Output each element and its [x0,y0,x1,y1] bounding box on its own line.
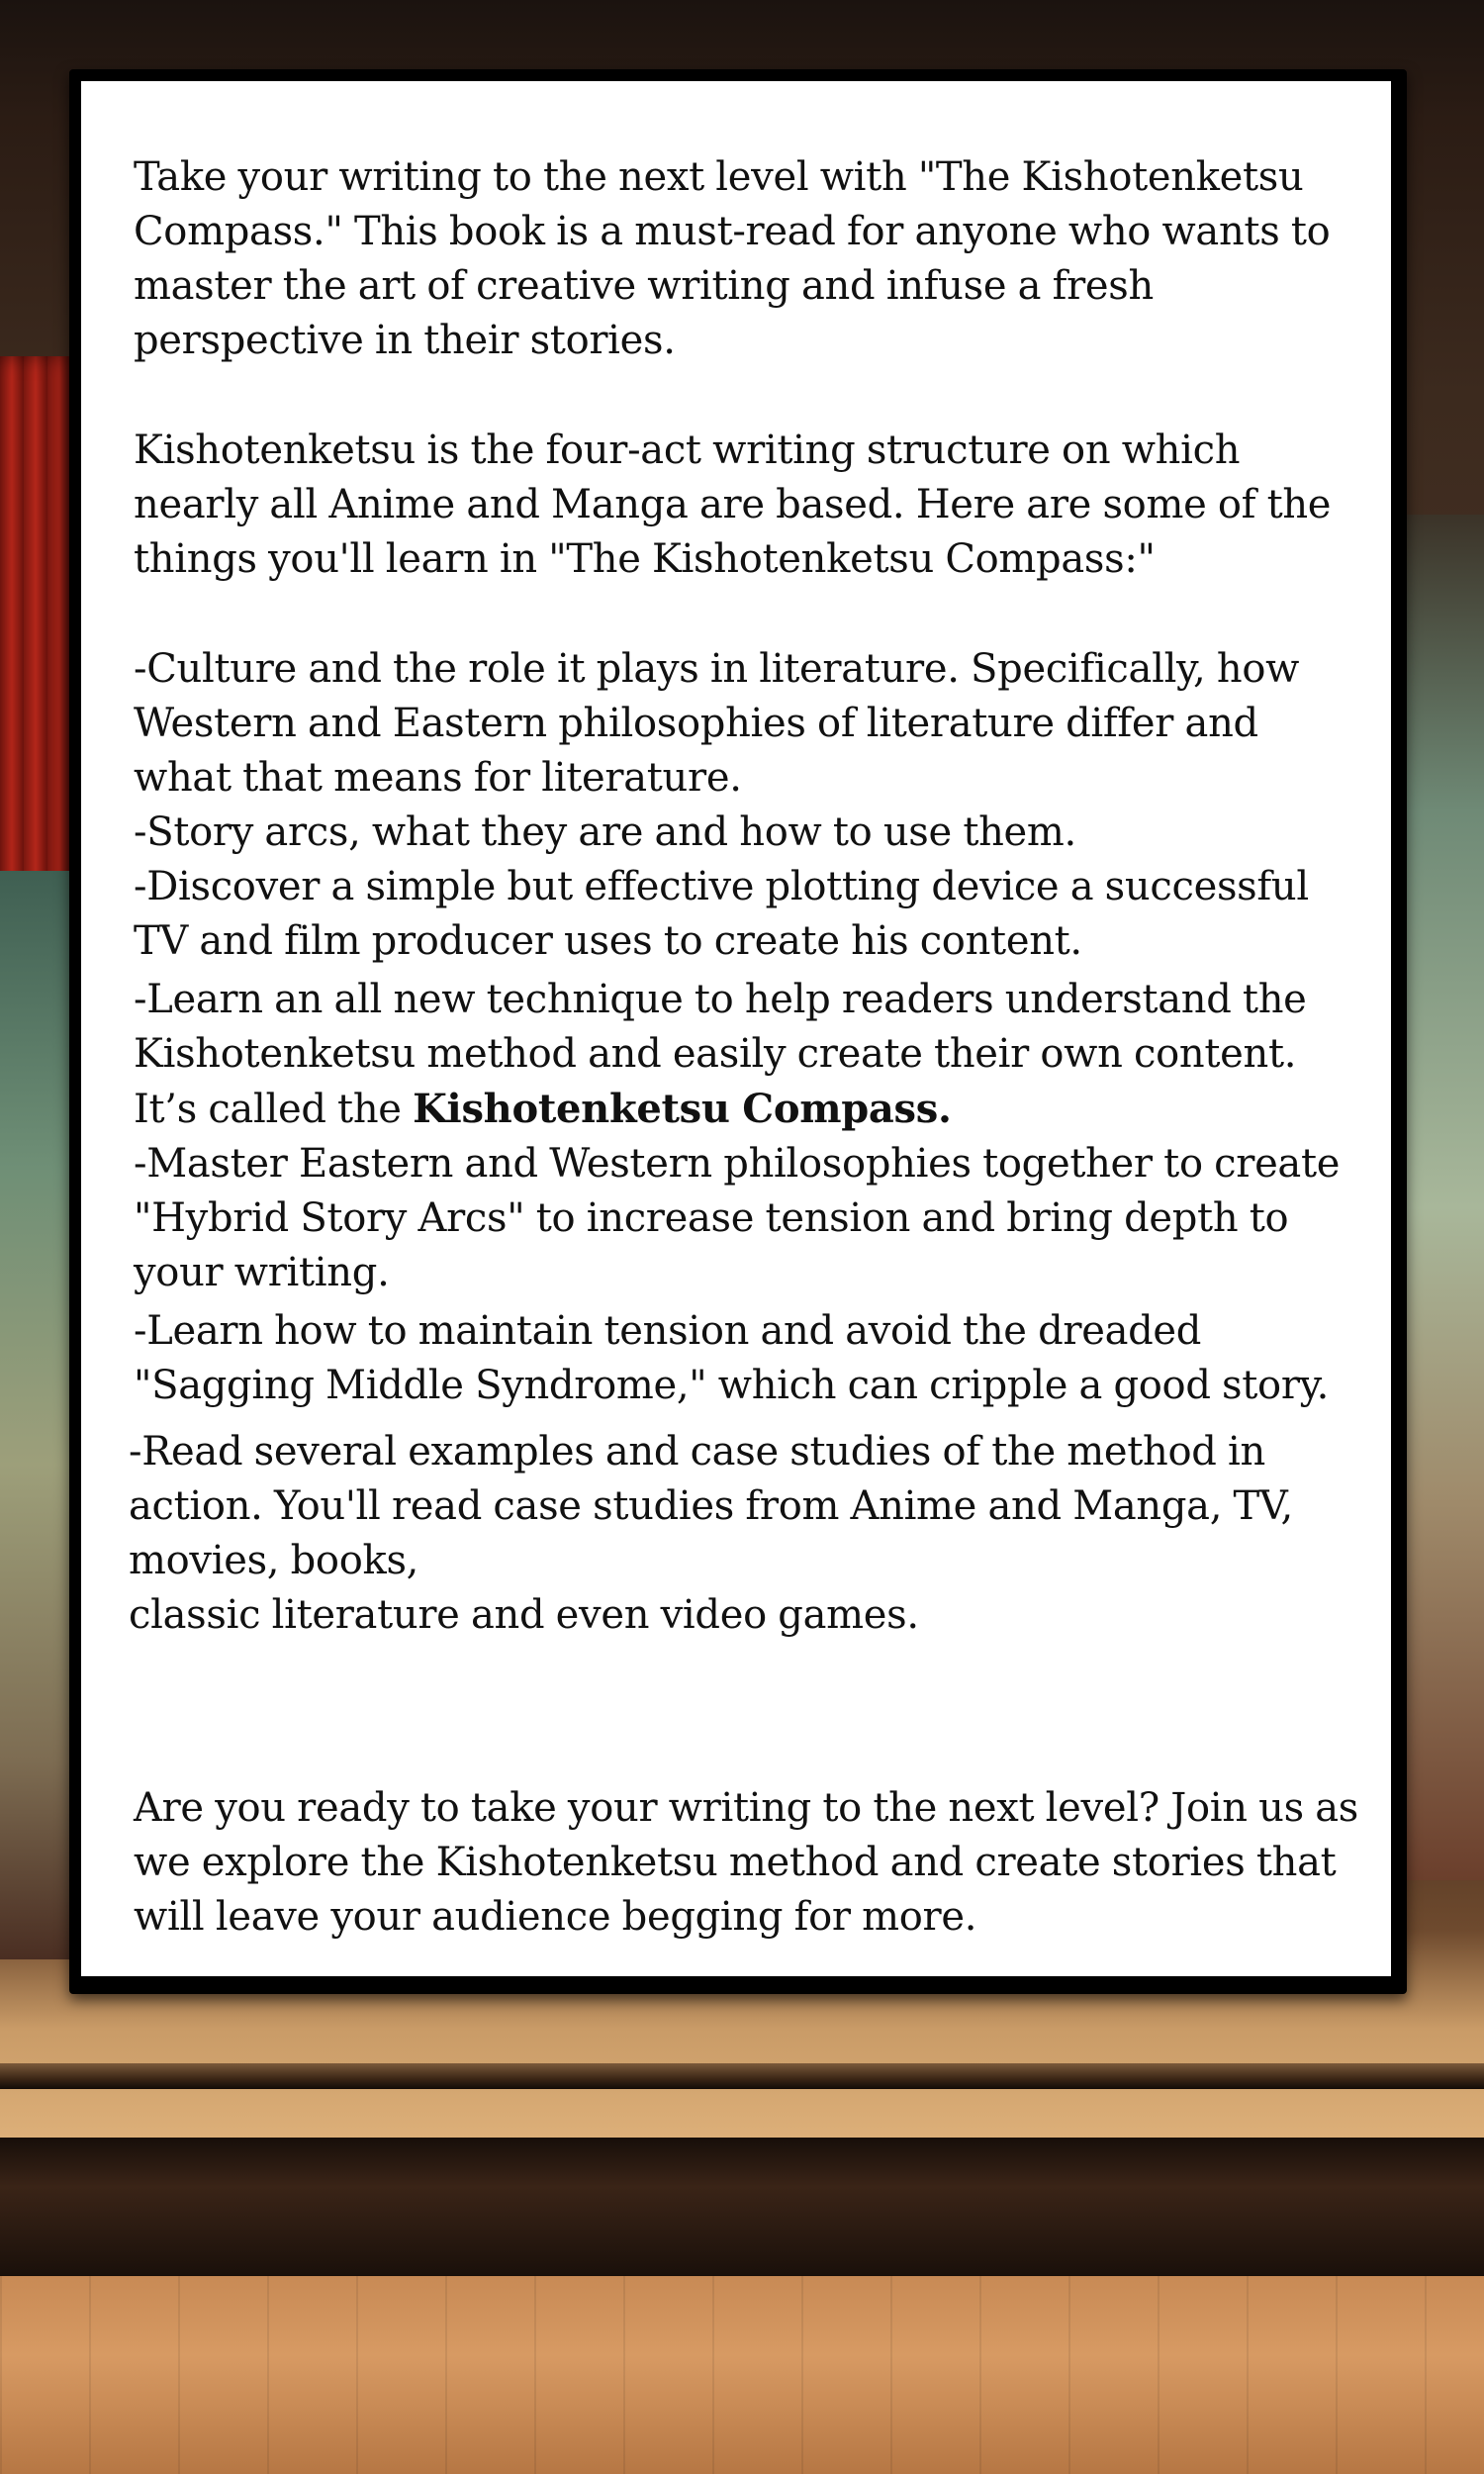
left-painted-screen [0,871,74,1959]
red-curtain [0,356,74,910]
intro-paragraph: Take your writing to the next level with "The Kishotenketsu Compass." This book is a must-read for anyone who wants to master the art of creative writing and infuse a fresh perspective in their stories. [134,154,1331,363]
right-painted-screen [1405,515,1484,1880]
about-paragraph: Kishotenketsu is the four-act writing structure on which nearly all Anime and Manga are based. Here are some of the things you'll learn in "The Kishotenketsu Compass:" [134,428,1332,582]
stage-step [0,2138,1484,2276]
compass-technique-text: -Learn an all new technique to help readers understand the Kishotenketsu method and easily create their own content. It’s called the [134,977,1307,1132]
wooden-floor [0,2276,1484,2474]
description-text [129,150,1360,1945]
compass-technique-name: Kishotenketsu Compass. [413,1086,952,1132]
bullet-compass-technique [134,973,1360,1137]
bullet-plotting-device: -Discover a simple but effective plotting device a successful TV and film producer uses to create his content. [134,864,1309,964]
bullet-story-arcs: -Story arcs, what they are and how to use them. [134,809,1076,855]
stage-edge [0,2063,1484,2089]
bullet-hybrid-arcs: -Master Eastern and Western philosophies together to create "Hybrid Story Arcs" to increase tension and bring depth to your writing. [134,1141,1341,1295]
bullet-culture: -Culture and the role it plays in literature. Specifically, how Western and Eastern philosophies of literature differ and what that means for literature. [134,646,1300,801]
bullet-tension: -Learn how to maintain tension and avoid the dreaded "Sagging Middle Syndrome," which can cripple a good story. [134,1308,1330,1408]
bullet-examples-line-1: -Read several examples and case studies of the method in action. You'll read case studies from Anime and Manga, TV, movies, books, [129,1429,1293,1583]
bullet-examples-line-2: classic literature and even video games. [129,1592,919,1638]
closing-paragraph: Are you ready to take your writing to the next level? Join us as we explore the Kishotenketsu method and create stories that will leave your audience begging for more. [134,1785,1359,1940]
description-card [69,69,1407,1994]
